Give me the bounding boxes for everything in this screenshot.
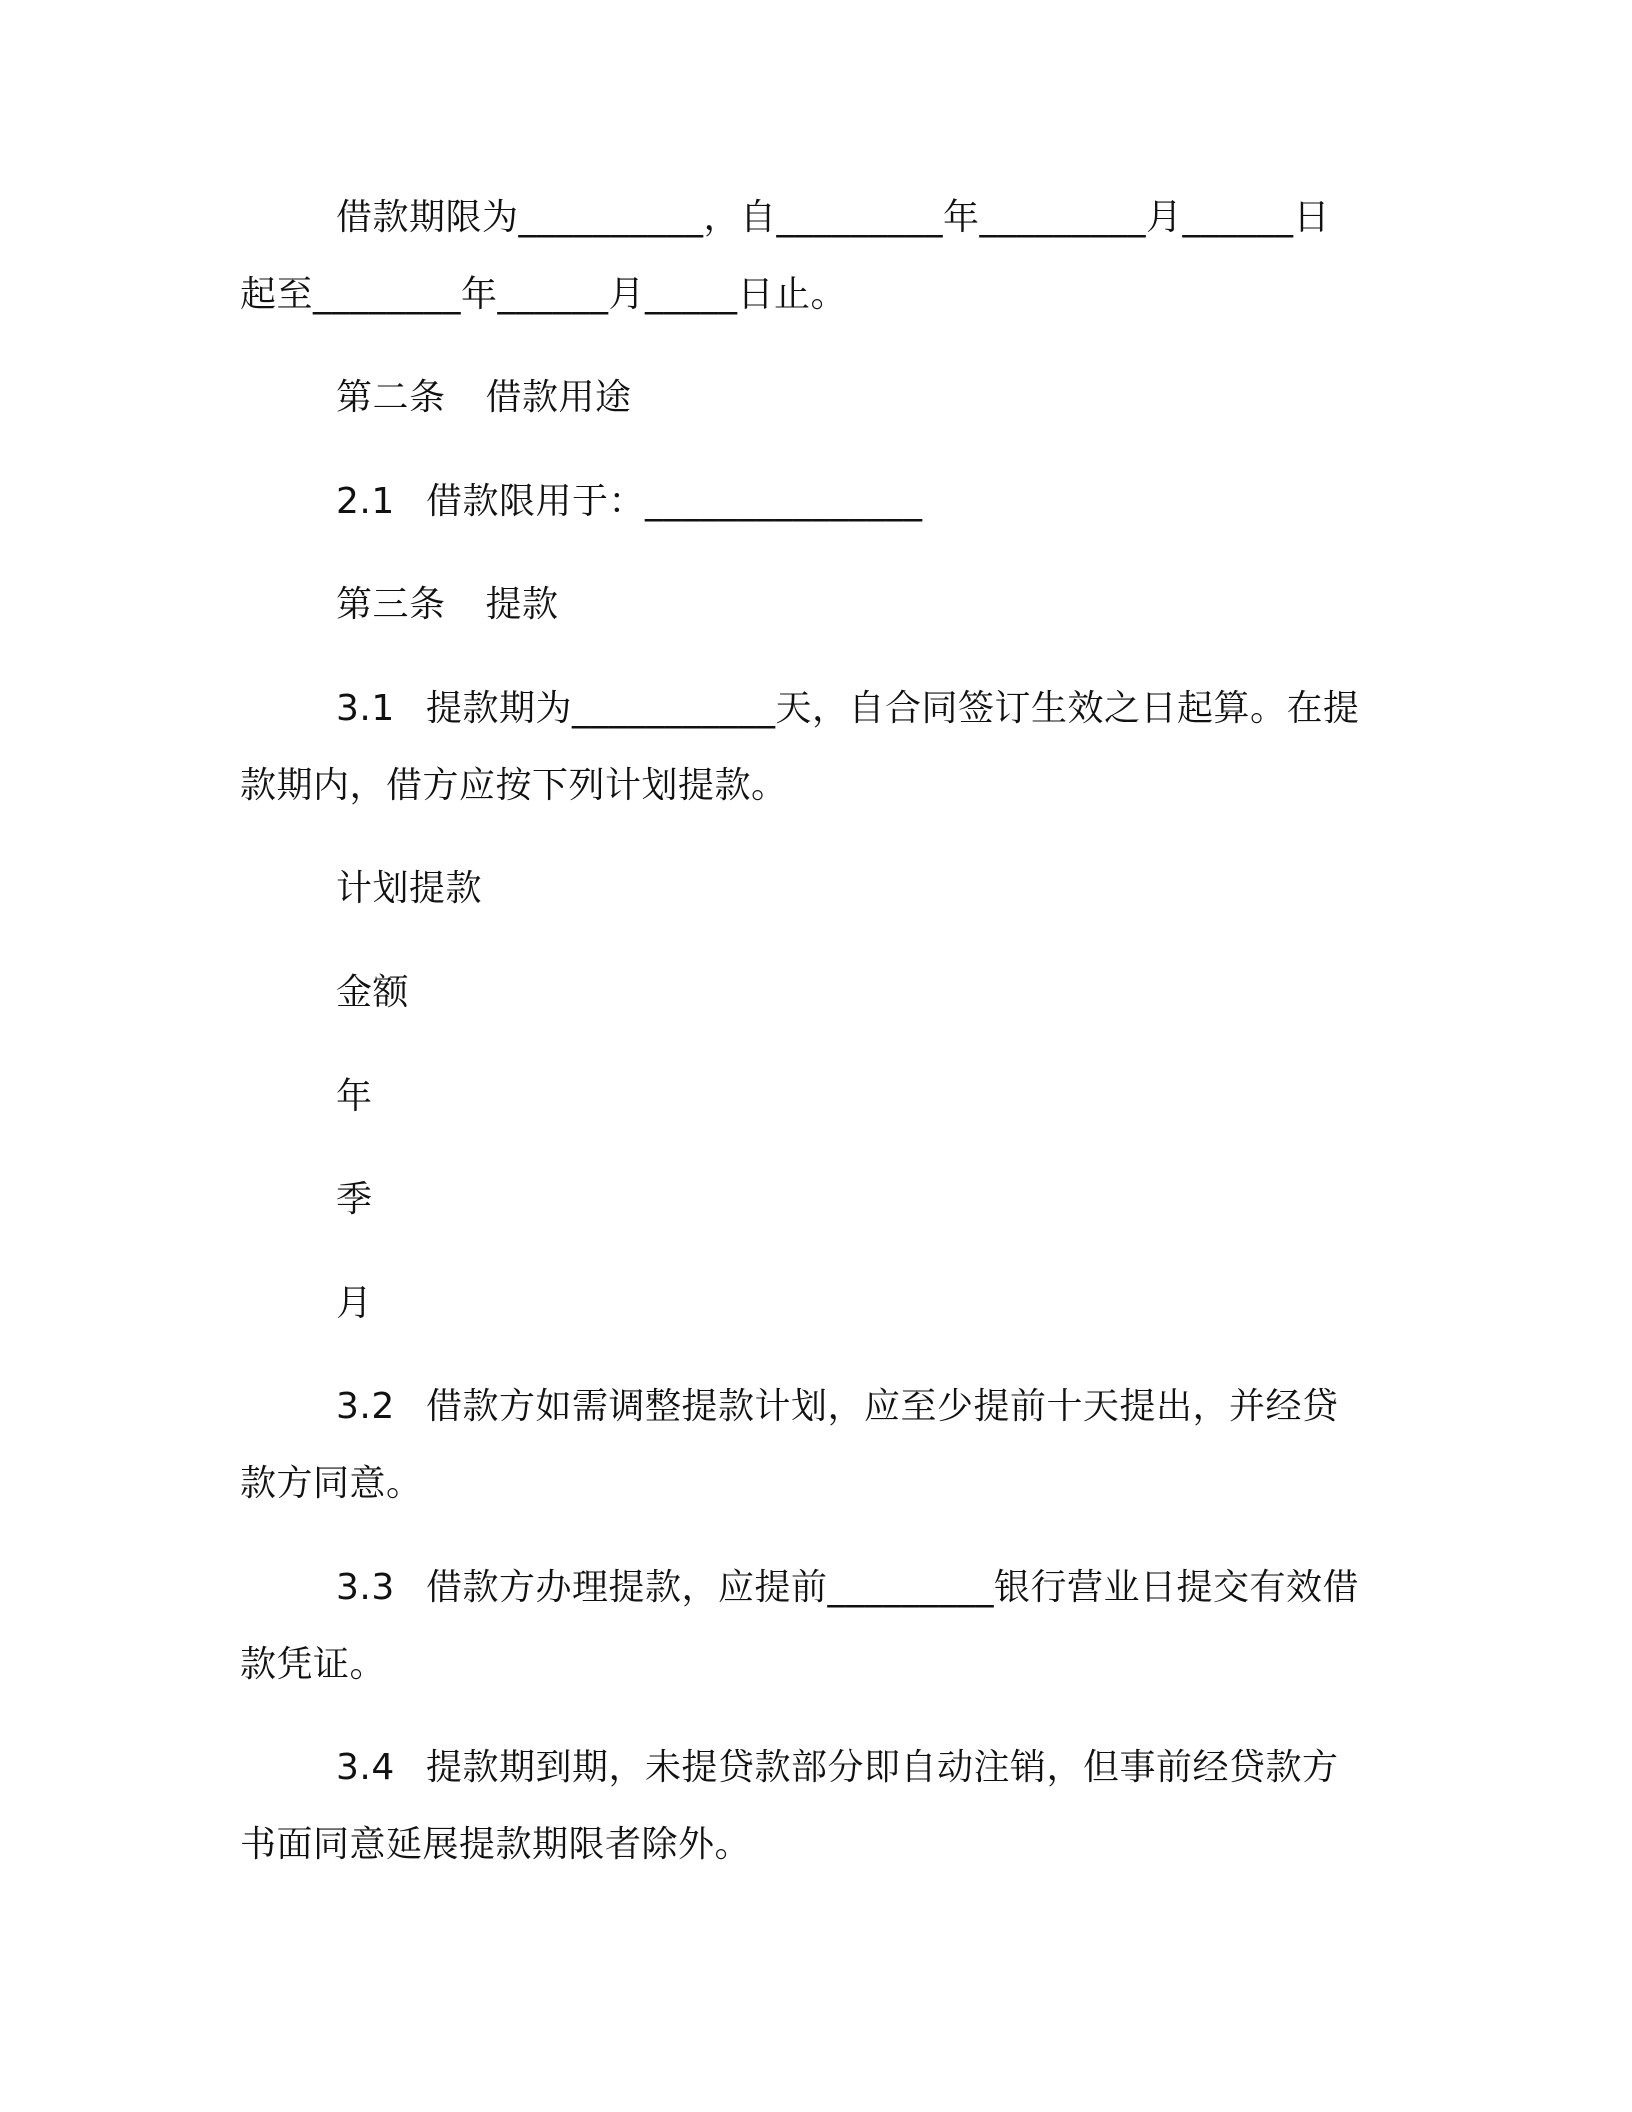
clause-2-1-number: 2.1 (336, 481, 395, 522)
article-2-heading (336, 376, 1496, 420)
table-label-quarter-text: 季 (336, 1179, 373, 1220)
table-label-year (336, 1075, 1496, 1119)
clause-3-4-text-2: 书面同意延展提款期限者除外。 (240, 1824, 752, 1865)
loan-term-line-1 (336, 196, 1496, 240)
clause-3-2-text-2: 款方同意。 (240, 1463, 423, 1504)
table-label-amount (336, 971, 1496, 1015)
clause-3-2-number: 3.2 (336, 1386, 395, 1427)
loan-term-text-2: 起至________年______月_____日止。 (240, 274, 848, 315)
clause-3-1-text-2: 款期内，借方应按下列计划提款。 (240, 765, 788, 806)
clause-3-2-line-1 (336, 1385, 1496, 1429)
clause-3-3-line-1 (336, 1566, 1496, 1610)
clause-3-4-line-2 (240, 1823, 1400, 1867)
clause-3-3-text-2: 款凭证。 (240, 1644, 387, 1685)
clause-3-4-number: 3.4 (336, 1747, 395, 1788)
clause-3-2-text-1: 借款方如需调整提款计划，应至少提前十天提出，并经贷 (426, 1386, 1339, 1427)
clause-3-2-line-2 (240, 1462, 1400, 1506)
article-3-title: 提款 (485, 584, 559, 625)
table-label-month-text: 月 (336, 1283, 373, 1324)
clause-3-3-line-2 (240, 1643, 1400, 1687)
table-label-month (336, 1282, 1496, 1326)
clause-2-1-text: 借款限用于：_______________ (426, 481, 923, 522)
clause-3-3-number: 3.3 (336, 1567, 395, 1608)
clause-2-1 (336, 480, 1496, 524)
article-3-number: 第三条 (336, 584, 446, 625)
clause-3-1-number: 3.1 (336, 688, 395, 729)
article-3-heading (336, 583, 1496, 627)
table-label-quarter (336, 1178, 1496, 1222)
clause-3-1-line-1 (336, 687, 1496, 731)
loan-term-line-2 (240, 273, 1400, 317)
clause-3-4-line-1 (336, 1746, 1496, 1790)
clause-3-4-text-1: 提款期到期，未提贷款部分即自动注销，但事前经贷款方 (426, 1747, 1339, 1788)
clause-3-1-line-2 (240, 764, 1400, 808)
clause-3-3-text-1: 借款方办理提款，应提前_________银行营业日提交有效借 (426, 1567, 1360, 1608)
article-2-title: 借款用途 (485, 377, 632, 418)
loan-term-text-1: 借款期限为__________，自_________年_________月______日 (336, 197, 1331, 238)
clause-3-1-text-1: 提款期为___________天，自合同签订生效之日起算。在提 (426, 688, 1360, 729)
table-label-year-text: 年 (336, 1076, 373, 1117)
table-label-plan (336, 867, 1496, 911)
table-label-plan-text: 计划提款 (336, 868, 483, 909)
table-label-amount-text: 金额 (336, 972, 410, 1013)
article-2-number: 第二条 (336, 377, 446, 418)
